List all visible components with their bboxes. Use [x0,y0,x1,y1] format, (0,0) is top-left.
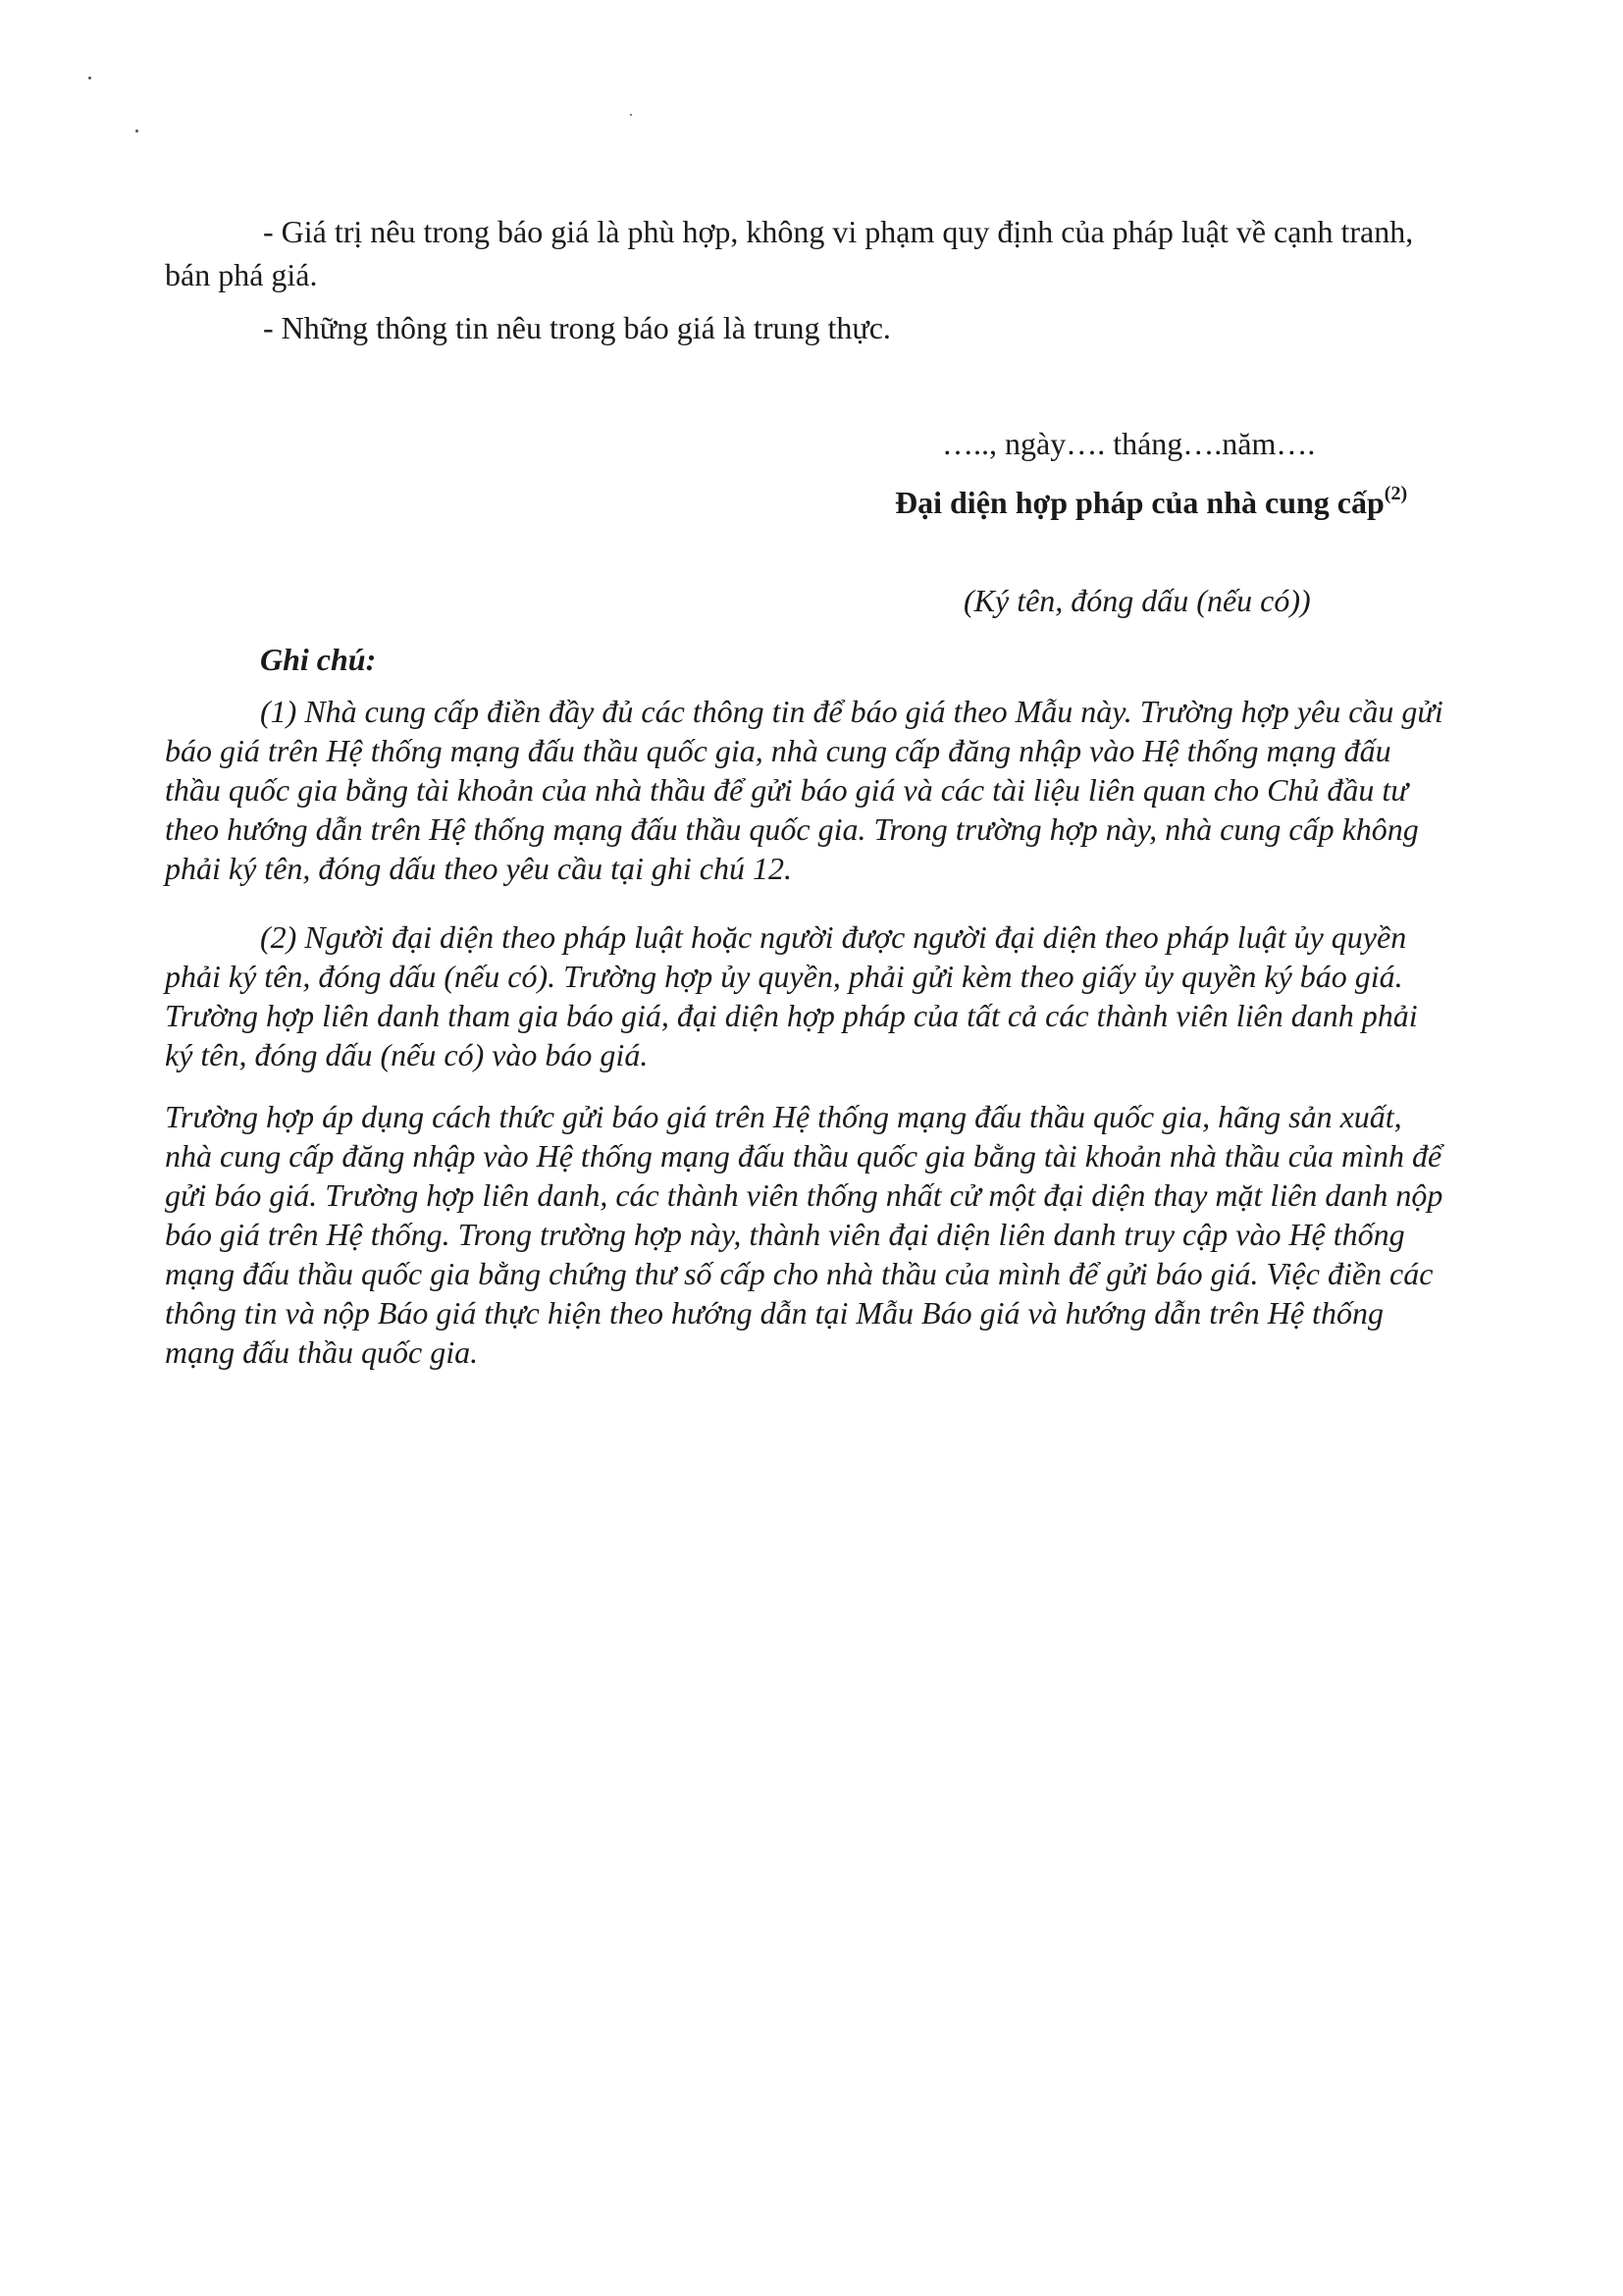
note-item-1: (1) Nhà cung cấp điền đầy đủ các thông tin để báo giá theo Mẫu này. Trường hợp yêu cầu gửi báo giá trên Hệ thống mạng đấu thầu quốc gia, nhà cung cấp đăng nhập vào Hệ thống mạng đấu thầu quốc gia bằng tài khoản của nhà thầu để gửi báo giá và các tài liệu liên quan cho Chủ đầu tư theo hướng dẫn trên Hệ thống mạng đấu thầu quốc gia. Trong trường hợp này, nhà cung cấp không phải ký tên, đóng dấu theo yêu cầu tại ghi chú 12. [165,694,1443,886]
representative-heading [895,481,1407,524]
note-item-3: Trường hợp áp dụng cách thức gửi báo giá trên Hệ thống mạng đấu thầu quốc gia, hãng sản xuất, nhà cung cấp đăng nhập vào Hệ thống mạng đấu thầu quốc gia bằng tài khoản nhà thầu của mình để gửi báo giá. Trường hợp liên danh, các thành viên thống nhất cử một đại diện thay mặt liên danh nộp báo giá trên Hệ thống. Trong trường hợp này, thành viên đại diện liên danh truy cập vào Hệ thống mạng đấu thầu quốc gia bằng chứng thư số cấp cho nhà thầu của mình để gửi báo giá. Việc điền các thông tin và nộp Báo giá thực hiện theo hướng dẫn tại Mẫu Báo giá và hướng dẫn trên Hệ thống mạng đấu thầu quốc gia. [165,1099,1443,1370]
representative-label: Đại diện hợp pháp của nhà cung cấp [895,485,1385,520]
scan-speck [88,77,91,79]
paragraph-truthfulness: - Những thông tin nêu trong báo giá là trung thực. [263,310,891,345]
date-line: ….., ngày…. tháng….năm…. [942,426,1316,461]
scan-speck [135,130,138,132]
paragraph-price-compliance: - Giá trị nêu trong báo giá là phù hợp, không vi phạm quy định của pháp luật về cạnh tranh, bán phá giá. [165,214,1414,292]
notes-title: Ghi chú: [260,642,377,677]
scan-speck [630,114,632,116]
footnote-ref: (2) [1384,483,1408,504]
note-item-2: (2) Người đại diện theo pháp luật hoặc người được người đại diện theo pháp luật ủy quyền phải ký tên, đóng dấu (nếu có). Trường hợp ủy quyền, phải gửi kèm theo giấy ủy quyền ký báo giá. Trường hợp liên danh tham gia báo giá, đại diện hợp pháp của tất cả các thành viên liên danh phải ký tên, đóng dấu (nếu có) vào báo giá. [165,919,1418,1072]
sign-instruction: (Ký tên, đóng dấu (nếu có)) [964,583,1311,618]
